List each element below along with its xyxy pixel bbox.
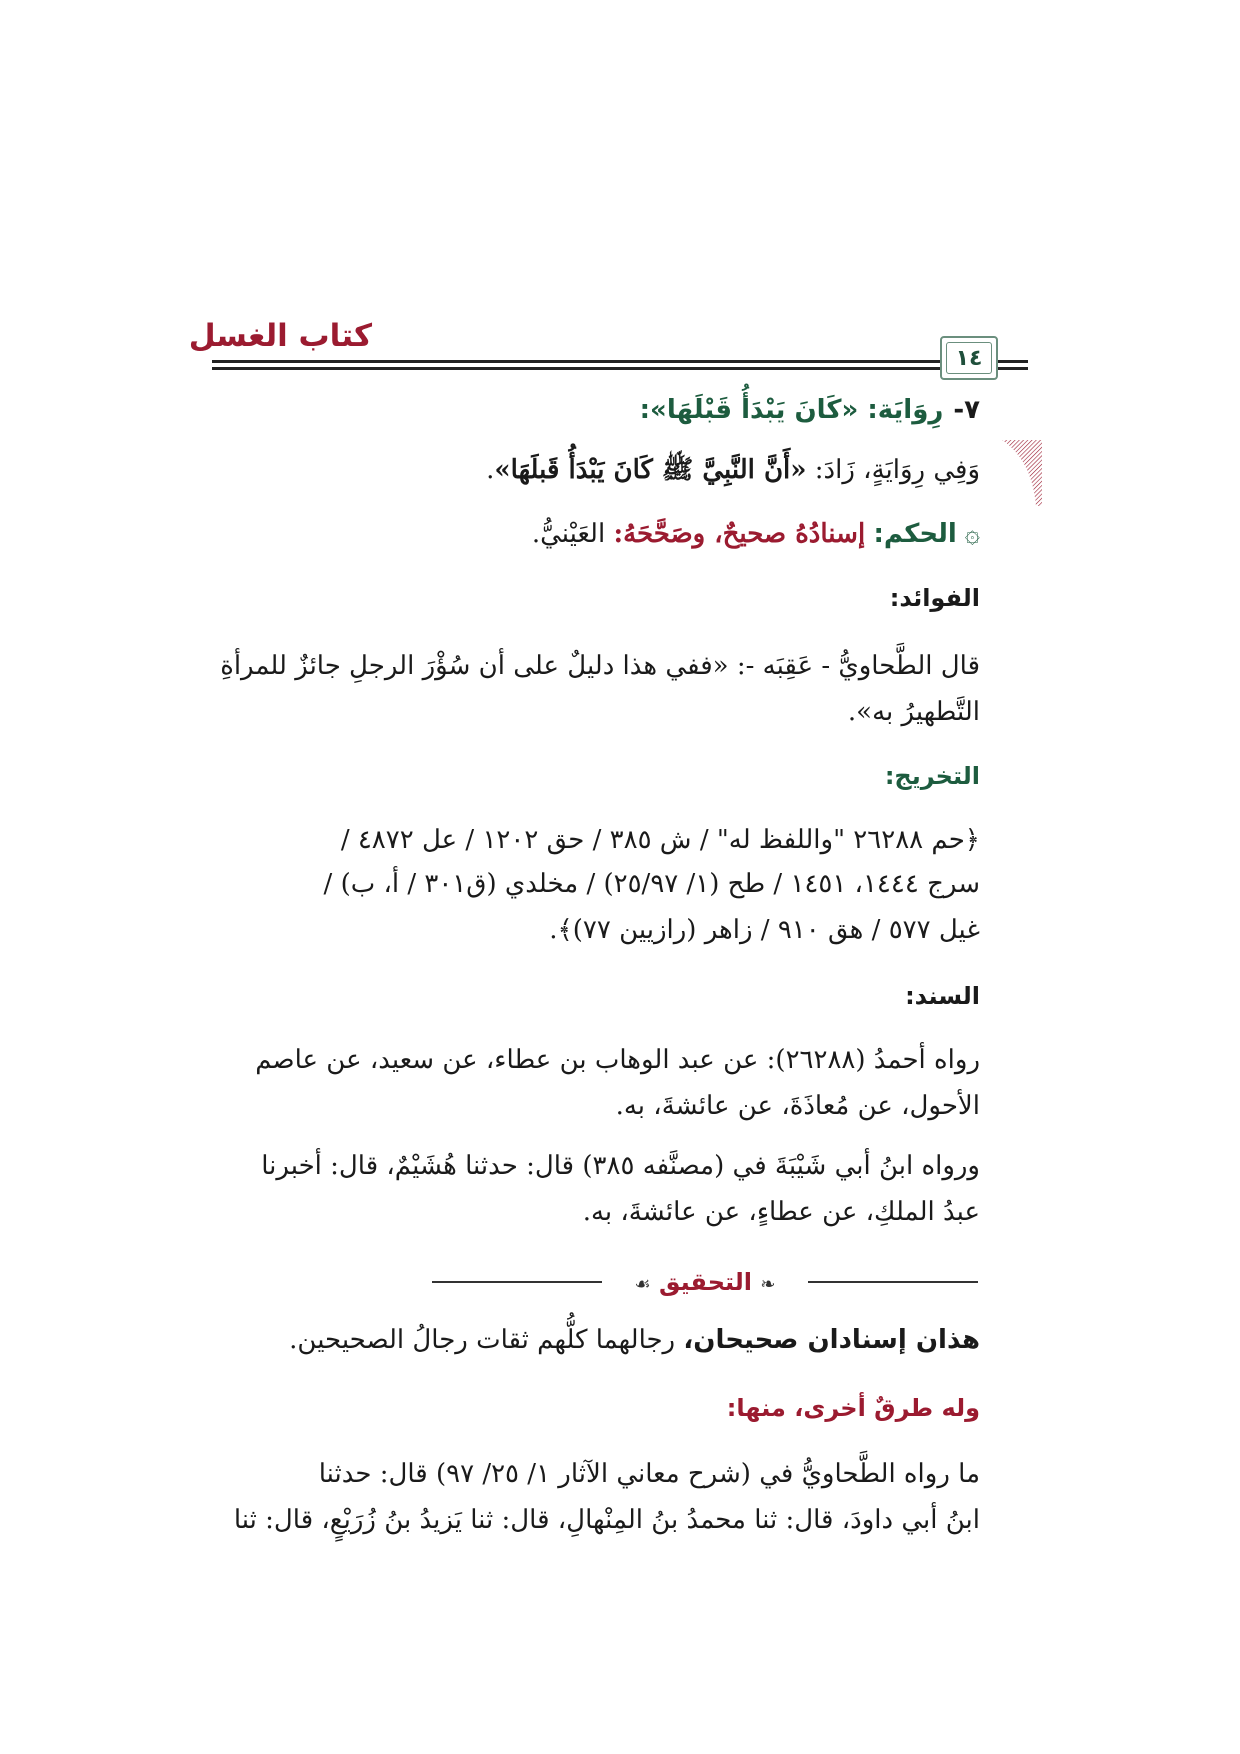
header-rule-top	[212, 360, 1002, 363]
hukm-authority: العَيْنيُّ.	[531, 519, 606, 549]
page-number: ١٤	[946, 342, 992, 374]
takhrij-line-3: غيل ٥٧٧ / هق ٩١٠ / زاهر (رازيين ٧٧)﴾.	[549, 915, 980, 945]
riwaya-end: .	[486, 455, 495, 485]
header-rule-bottom-right	[1000, 367, 1028, 370]
tahqiq-heading	[432, 1262, 978, 1305]
item-title-text: رِوَايَة: «كَانَ يَبْدَأُ قَبْلَهَا»:	[639, 395, 944, 425]
riwaya-prefix: وَفِي رِوَايَةٍ، زَادَ:	[806, 455, 980, 485]
header-rule-bottom	[212, 367, 1002, 370]
tahqiq-label: التحقيق	[659, 1268, 753, 1296]
tahqiq-p2-line-2: ابنُ أبي داودَ، قال: ثنا محمدُ بنُ المِنْهالِ، قال: ثنا يَزيدُ بنُ زُرَيْعٍ، قال: ثنا	[233, 1505, 980, 1535]
sanad-heading: السند:	[905, 982, 980, 1010]
riwaya-quote: «أَنَّ النَّبِيَّ ﷺ كَانَ يَبْدَأُ قَبلَهَا»	[494, 455, 807, 485]
flower-ornament-icon: ۞	[964, 519, 980, 549]
item-number: ٧-	[953, 395, 980, 425]
tahqiq-p2-line-1: ما رواه الطَّحاويُّ في (شرح معاني الآثار ١/ ٢٥/ ٩٧) قال: حدثنا	[318, 1459, 980, 1489]
takhrij-line-1: ﴿حم ٢٦٢٨٨ "واللفظ له" / ش ٣٨٥ / حق ١٢٠٢ / عل ٤٨٧٢ /	[340, 825, 980, 855]
tahqiq-verdict-rest: رجالهما كلُّهم ثقات رجالُ الصحيحين.	[289, 1325, 684, 1355]
fawaid-text-line-1: قال الطَّحاويُّ - عَقِبَه -: «ففي هذا دليلٌ على أن سُؤْرَ الرجلِ جائزٌ للمرأةِ	[220, 651, 980, 681]
hukm-label: الحكم:	[873, 519, 957, 549]
tahqiq-verdict: هذان إسنادان صحيحان،	[683, 1325, 980, 1355]
takhrij-heading: التخريج:	[884, 762, 980, 790]
other-routes-heading: وله طرقٌ أخرى، منها:	[726, 1394, 980, 1422]
riwaya-line	[212, 452, 980, 488]
running-header-title: كتاب الغسل	[188, 318, 372, 354]
fawaid-heading: الفوائد:	[889, 584, 980, 612]
item-title	[212, 392, 980, 428]
sanad-p1-line-1: رواه أحمدُ (٢٦٢٨٨): عن عبد الوهاب بن عطاء، عن سعيد، عن عاصم	[255, 1045, 980, 1075]
sanad-p1-line-2: الأحول، عن مُعاذَةَ، عن عائشةَ، به.	[615, 1091, 980, 1121]
fawaid-text-line-2: التَّطهيرُ به».	[847, 697, 980, 727]
hukm-line	[212, 516, 980, 552]
page-number-frame	[940, 336, 998, 380]
ornament-icon: ❧	[760, 1274, 776, 1295]
ornament-icon: ☙	[634, 1274, 651, 1295]
header-rule-top-right	[1000, 360, 1028, 363]
takhrij-line-2: سرج ١٤٤٤، ١٤٥١ / طح (١/ ٢٥/٩٧) / مخلدي (ق٣٠١ / أ، ب) /	[323, 869, 980, 899]
sanad-p2-line-2: عبدُ الملكِ، عن عطاءٍ، عن عائشةَ، به.	[582, 1197, 980, 1227]
corner-ornament-icon	[1002, 440, 1042, 506]
sanad-p2-line-1: ورواه ابنُ أبي شَيْبَةَ في (مصنَّفه ٣٨٥) قال: حدثنا هُشَيْمٌ، قال: أخبرنا	[261, 1151, 980, 1181]
tahqiq-paragraph-1	[212, 1322, 980, 1358]
tahqiq-divider	[432, 1262, 978, 1302]
hukm-value: إسنادُهُ صحيحٌ، وصَحَّحَهُ:	[613, 519, 866, 549]
